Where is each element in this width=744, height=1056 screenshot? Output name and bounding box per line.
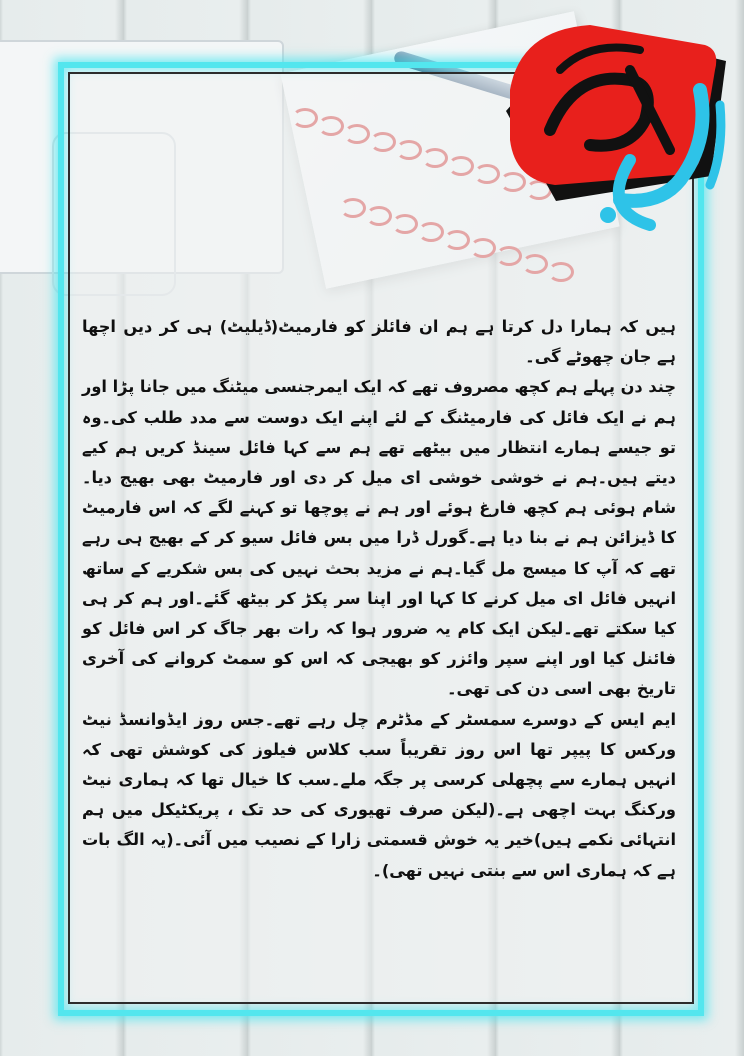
story-text <box>82 312 676 886</box>
logo-mark-icon <box>480 10 730 240</box>
imkitab-logo <box>480 10 730 240</box>
paragraph-1: ہیں کہ ہمارا دل کرتا ہے ہم ان فائلز کو فارمیٹ(ڈیلیٹ) ہی کر دیں اچھا ہے جان چھوٹے گی۔ <box>82 317 676 367</box>
paragraph-3: ایم ایس کے دوسرے سمسٹر کے مڈٹرم چل رہے تھے۔جس روز ایڈوانسڈ نیٹ ورکس کا پیپر تھا اس روز تقریباً سب کلاس فیلوز کی کوشش تھی کہ انہیں ہمارے سے پچھلی کرسی پر جگہ ملے۔سب کا خیال تھا کہ ہماری نیٹ ورکنگ بہت اچھی ہے۔(لیکن صرف تھیوری کی حد تک ، پریکٹیکل میں ہم انتہائی نکمے ہیں)خیر یہ خوش قسمتی زارا کے نصیب میں آئی۔(یہ الگ بات ہے کہ ہماری اس سے بنتی نہیں تھی)۔ <box>82 709 676 880</box>
paragraph-2: چند دن پہلے ہم کچھ مصروف تھے کہ ایک ایمرجنسی میٹنگ میں جانا پڑا اور ہم نے ایک فائل کی فارمیٹنگ کے لئے اپنے ایک دوست سے مدد طلب کی۔وہ تو جیسے ہمارے انتظار میں بیٹھے تھے ہم سے کہا فائل سینڈ کریں ہم کیے دیتے ہیں۔ہم نے خوشی خوشی ای میل کر دی اور فارمیٹ بھی بھیج دیا۔شام ہوئی ہم کچھ فارغ ہوئے اور ہم نے پوچھا تو کہنے لگے کہ اس فارمیٹ کا ڈیزائن ہم نے بنا دیا ہے۔گورل ڈرا میں بس فائل سیو کر کے بھیج ہی رہے تھے کہ آپ کا میسج مل گیا۔ہم نے مزید بحث نہیں کی بس شکریے کے ساتھ انہیں فائل ای میل کرنے کا کہا اور اپنا سر پکڑ کر بیٹھ گئے۔اور ہم کر ہی کیا سکتے تھے۔لیکن ایک کام یہ ضرور ہوا کہ رات بھر جاگ کر اس فائل کو فائنل کیا اور اپنے سپر وائزر کو بھیجی کہ اس کو سمٹ کروانے کی آخری تاریخ بھی اسی دن کی تھی۔ <box>82 377 676 699</box>
